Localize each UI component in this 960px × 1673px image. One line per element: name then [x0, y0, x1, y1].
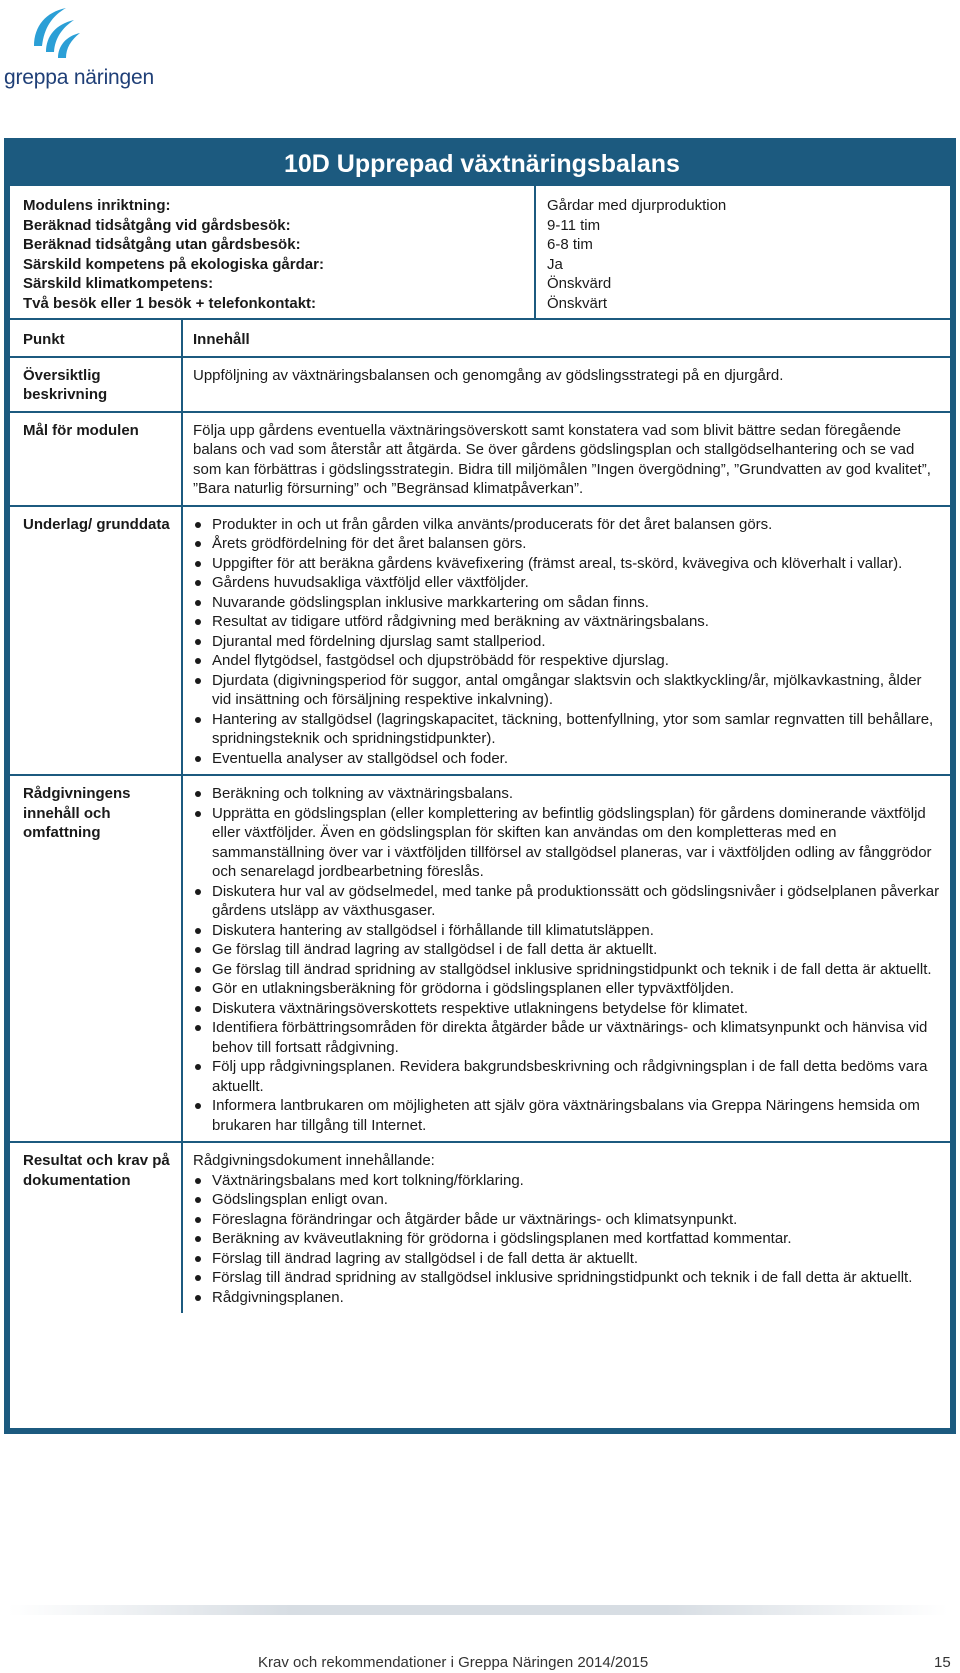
row-content-goal: Följa upp gårdens eventuella växtnäringsöverskott samt konstatera vad som blivit bättre sedan föregående balans och vad som återstår att åtgärda. Se över gårdens gödslingsplan och stallgödselhantering och se vad som kan förbättras i gödslingsstrategin. Bidra till miljömålen ”Ingen övergödning”, ”Grundvatten av god kvalitet”, ”Bara naturlig försurning” och ”Begränsad klimatpåverkan”. [193, 421, 931, 497]
table-row-basis [10, 507, 950, 777]
info-label-inriktning: Modulens inriktning: [23, 197, 171, 214]
list-item: Gödslingsplan enligt ovan. [193, 1190, 942, 1210]
list-item: Beräkning och tolkning av växtnäringsbalans. [193, 784, 942, 804]
list-item: Identifiera förbättringsområden för direkta åtgärder både ur växtnärings- och klimatsynpunkt och hänvisa vid behov till fortsatt rådgivning. [193, 1018, 942, 1057]
list-item: Ge förslag till ändrad lagring av stallgödsel i de fall detta är aktuellt. [193, 940, 942, 960]
module-frame [4, 138, 956, 1434]
row-content-result [183, 1143, 950, 1313]
result-intro: Rådgivningsdokument innehållande: [193, 1152, 435, 1169]
list-item: Andel flytgödsel, fastgödsel och djupströbädd för respektive djurslag. [193, 651, 942, 671]
info-label-besok: Två besök eller 1 besök + telefonkontakt: [23, 294, 317, 312]
info-label-tid-med-besok: Beräknad tidsåtgång vid gårdsbesök: [23, 216, 291, 234]
list-item: Beräkning av kväveutlakning för grödorna i gödslingsplanen med kortfattad kommentar. [193, 1229, 942, 1249]
greppa-logo [4, 6, 164, 90]
logo-mark-icon [30, 6, 82, 64]
table-row-result [10, 1143, 950, 1313]
list-item: Gör en utlakningsberäkning för grödorna i gödslingsplanen eller typväxtföljden. [193, 979, 942, 999]
list-item: Eventuella analyser av stallgödsel och foder. [193, 749, 942, 769]
module-info [10, 186, 950, 320]
list-item: Djurantal med fördelning djurslag samt stallperiod. [193, 632, 942, 652]
list-item: Diskutera hantering av stallgödsel i förhållande till klimatutsläppen. [193, 921, 942, 941]
footer-divider [8, 1605, 948, 1615]
list-item: Följ upp rådgivningsplanen. Revidera bakgrundsbeskrivning och rådgivningsplan i de fall detta bedöms vara aktuellt. [193, 1057, 942, 1096]
info-value-inriktning: Gårdar med djurproduktion [547, 197, 727, 214]
row-content-basis [183, 507, 950, 775]
footer-text: Krav och rekommendationer i Greppa Näringen 2014/2015 [258, 1654, 649, 1671]
list-item: Gårdens huvudsakliga växtföljd eller växtföljder. [193, 573, 942, 593]
info-value-tid-utan-besok: 6-8 tim [547, 236, 593, 253]
info-value-ekologisk: Ja [547, 255, 563, 273]
list-item: Förslag till ändrad lagring av stallgödsel i de fall detta är aktuellt. [193, 1249, 942, 1269]
page-title: 10D Upprepad växtnäringsbalans [284, 150, 680, 178]
result-list [193, 1171, 942, 1308]
info-label-klimat: Särskild klimatkompetens: [23, 275, 214, 292]
row-content-advice [183, 776, 950, 1141]
list-item: Uppgifter för att beräkna gårdens kvävefixering (främst areal, ts-skörd, kvävegiva och klöverhalt i vallar). [193, 554, 942, 574]
table-row-advice [10, 776, 950, 1143]
list-item: Diskutera hur val av gödselmedel, med tanke på produktionssätt och gödslingsnivåer i gödselplanen påverkar gårdens utsläpp av växthusgaser. [193, 882, 942, 921]
info-label-tid-utan-besok: Beräknad tidsåtgång utan gårdsbesök: [23, 236, 301, 253]
row-content-overview: Uppföljning av växtnäringsbalansen och genomgång av gödslingsstrategi på en djurgård. [193, 366, 784, 384]
list-item: Informera lantbrukaren om möjligheten att själv göra växtnäringsbalans via Greppa Näringens hemsida om brukaren har tillgång till Internet. [193, 1096, 942, 1135]
row-label-overview: Översiktlig beskrivning [10, 358, 183, 411]
list-item: Växtnäringsbalans med kort tolkning/förklaring. [193, 1171, 942, 1191]
list-item: Rådgivningsplanen. [193, 1288, 942, 1308]
info-label-ekologisk: Särskild kompetens på ekologiska gårdar: [23, 255, 324, 273]
row-label-advice: Rådgivningens innehåll och omfattning [10, 776, 183, 1141]
page-number: 15 [934, 1654, 951, 1671]
list-item: Resultat av tidigare utförd rådgivning med beräkning av växtnäringsbalans. [193, 612, 942, 632]
list-item: Diskutera växtnäringsöverskottets respektive utlakningens betydelse för klimatet. [193, 999, 942, 1019]
table-header-row [10, 320, 950, 358]
list-item: Förslag till ändrad spridning av stallgödsel inklusive spridningstidpunkt och teknik i de fall detta är aktuellt. [193, 1268, 942, 1288]
row-label-goal: Mål för modulen [10, 413, 183, 505]
column-header-innehall: Innehåll [193, 331, 250, 348]
info-value-besok: Önskvärt [547, 294, 608, 312]
row-label-result: Resultat och krav på dokumentation [10, 1143, 183, 1313]
column-header-punkt: Punkt [10, 320, 183, 356]
logo-wordmark: greppa näringen [4, 66, 154, 89]
list-item: Produkter in och ut från gården vilka använts/producerats för det året balansen görs. [193, 515, 942, 535]
info-value-klimat: Önskvärd [547, 275, 612, 292]
info-labels [10, 186, 536, 318]
list-item: Nuvarande gödslingsplan inklusive markkartering om sådan finns. [193, 593, 942, 613]
list-item: Djurdata (digivningsperiod för suggor, antal omgångar slaktsvin och slaktkyckling/år, mjölkavkastning, ålder vid insättning och försäljning respektive inkalvning). [193, 671, 942, 710]
info-value-tid-med-besok: 9-11 tim [547, 216, 601, 234]
list-item: Upprätta en gödslingsplan (eller komplettering av befintlig gödslingsplan) för gårdens dominerande växtföljd eller växtföljder. Även en gödslingsplan för skiften kan användas om den kompletteras med en sammanställning över var i växtföljden tillförsel av stallgödsel planeras, var i växtföljden odling av fånggrödor och senarelagd jordbearbetning föreslås. [193, 804, 942, 882]
list-item: Hantering av stallgödsel (lagringskapacitet, täckning, bottenfyllning, ytor som samlar regnvatten till behållare, spridningsteknik och spridningstidpunkter). [193, 710, 942, 749]
info-values [536, 186, 950, 318]
advice-list [193, 784, 942, 1135]
table-row-overview [10, 358, 950, 413]
basis-list [193, 515, 942, 769]
table-row-goal [10, 413, 950, 507]
title-bar [10, 144, 950, 186]
row-label-basis: Underlag/ grunddata [10, 507, 183, 775]
list-item: Årets grödfördelning för det året balansen görs. [193, 534, 942, 554]
list-item: Ge förslag till ändrad spridning av stallgödsel inklusive spridningstidpunkt och teknik i de fall detta är aktuellt. [193, 960, 942, 980]
list-item: Föreslagna förändringar och åtgärder både ur växtnärings- och klimatsynpunkt. [193, 1210, 942, 1230]
